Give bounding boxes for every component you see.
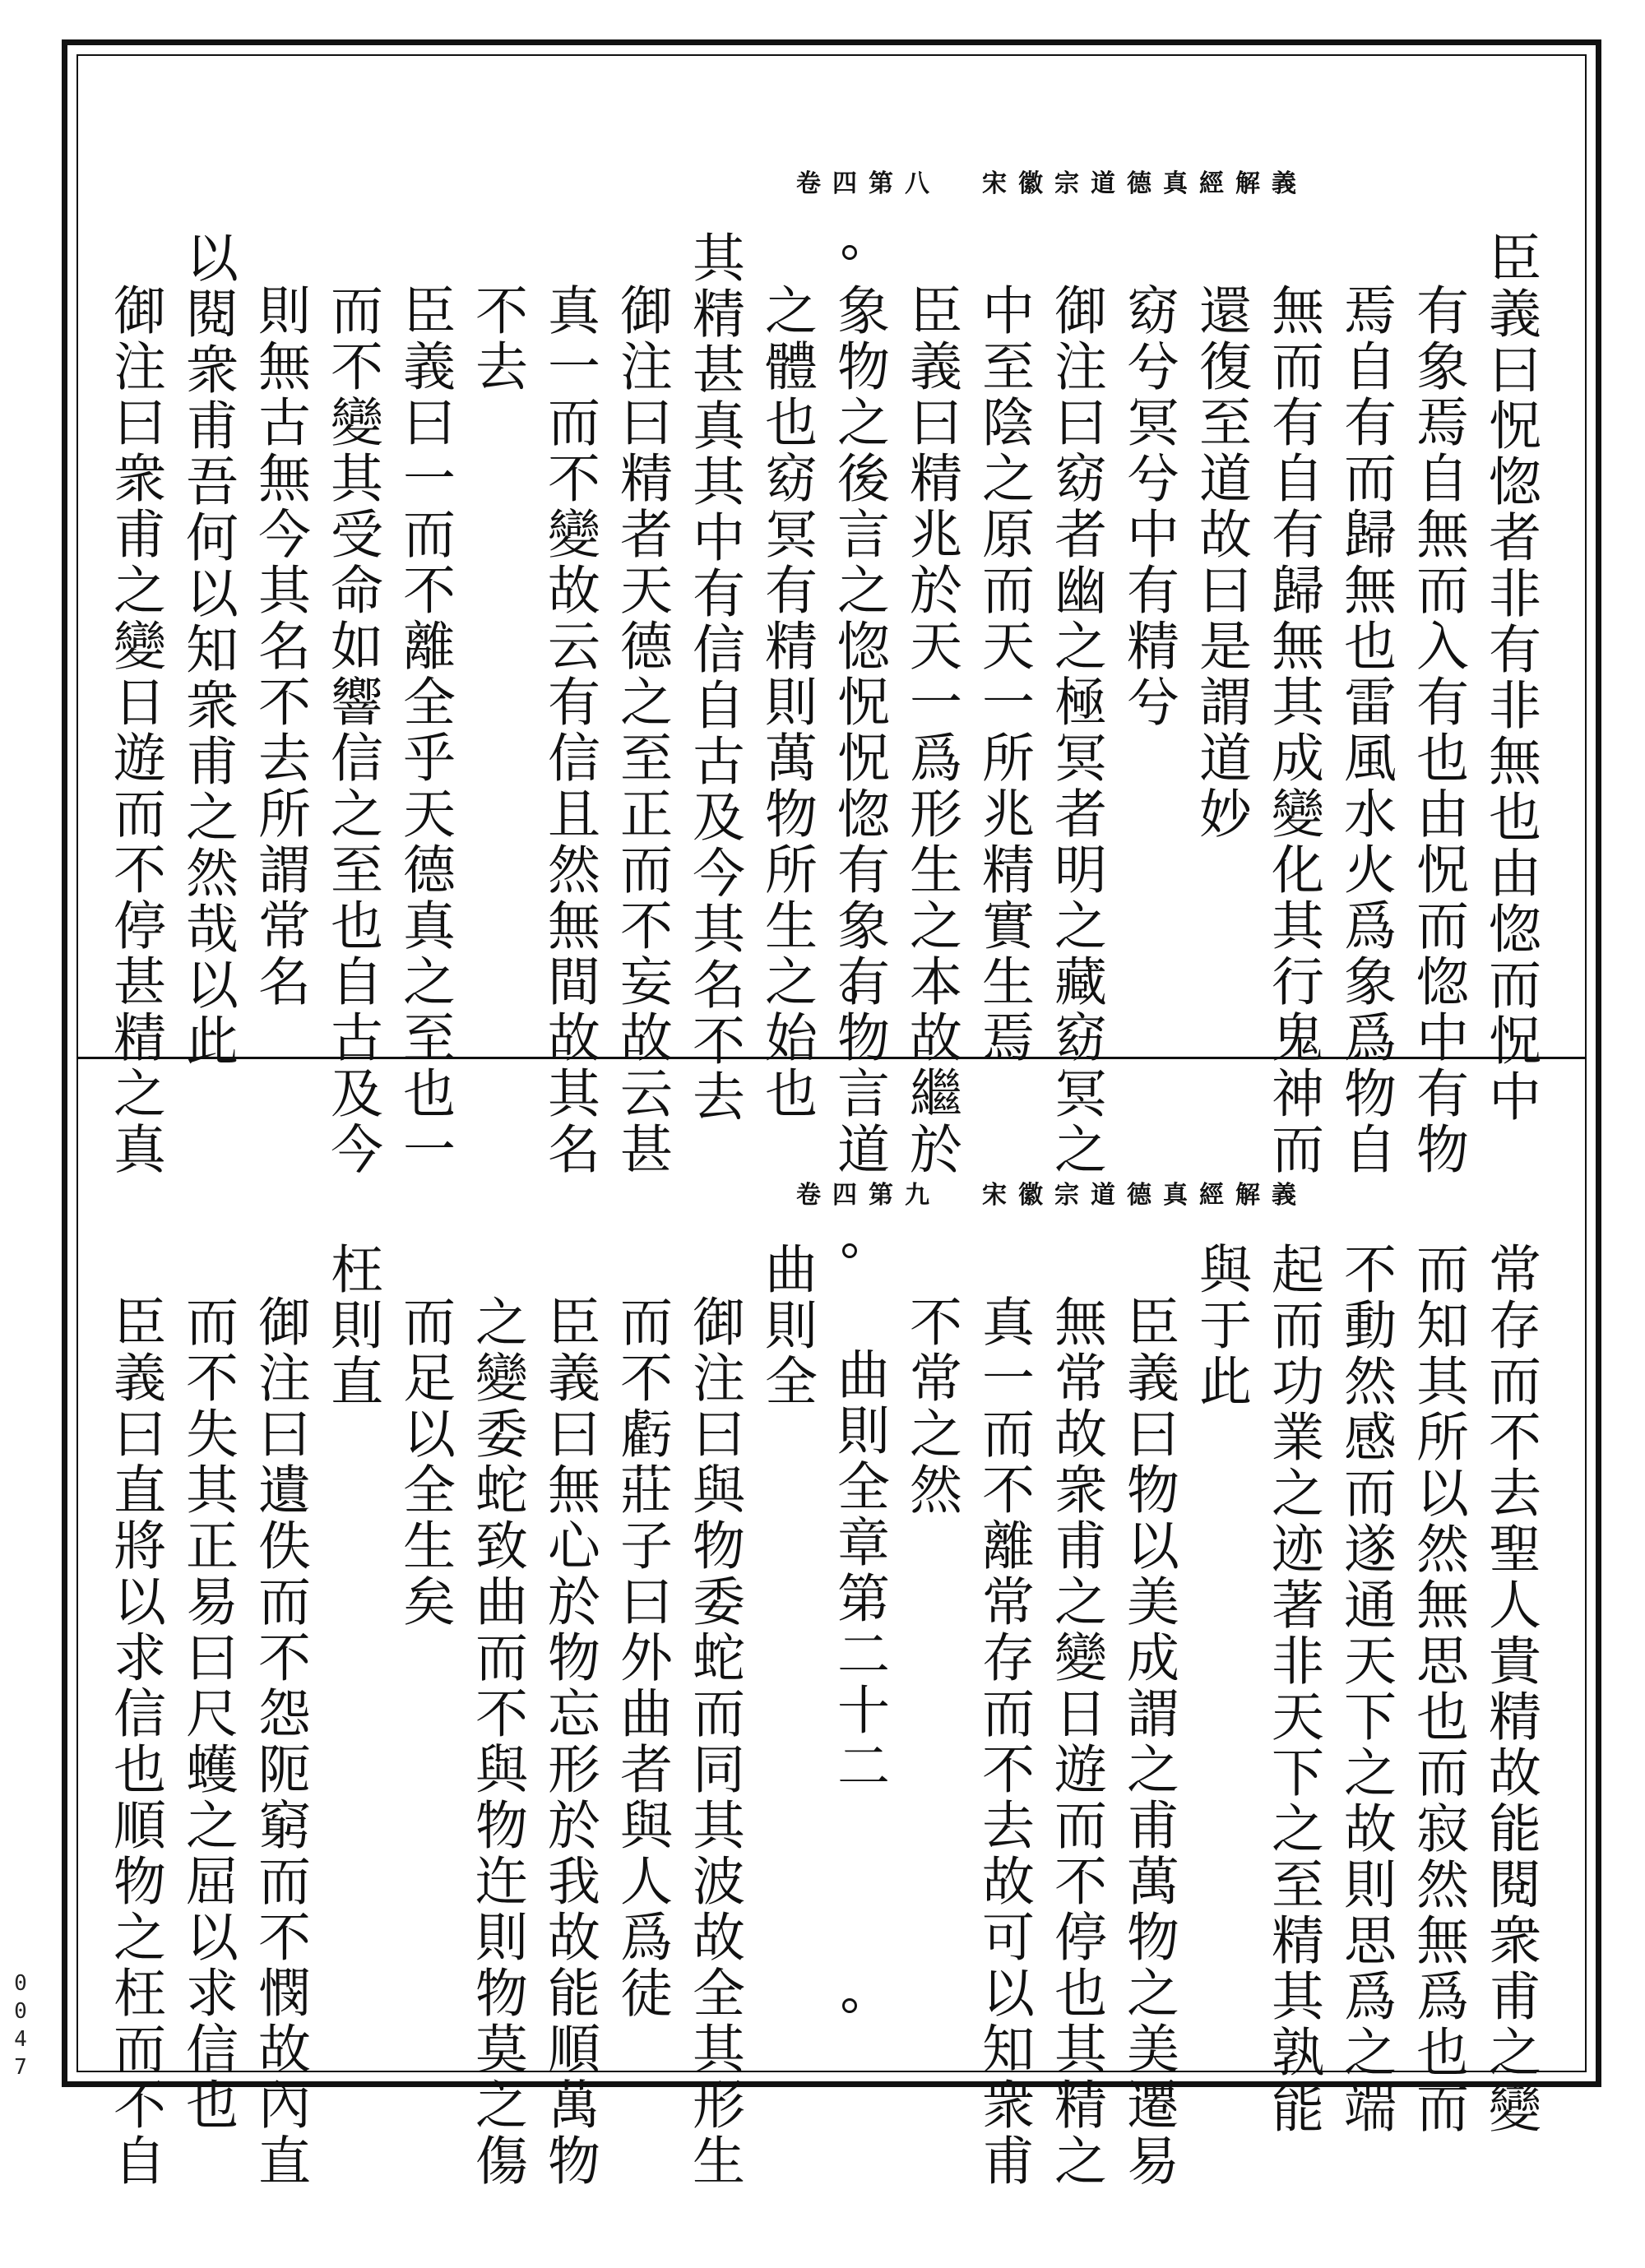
text-column: 枉則直 <box>322 1242 382 1409</box>
text-column: 窈兮冥兮中有精兮 <box>1118 283 1179 730</box>
top-header-title: 宋徽宗道德真經解義 <box>982 169 1308 198</box>
text-column: 不動然感而遂通天下之故則思爲之端 <box>1335 1242 1396 2136</box>
page-number-digit: 4 <box>14 2027 27 2052</box>
bottom-header-title: 宋徽宗道德真經解義 <box>982 1181 1308 1210</box>
text-column: 曲則全 <box>756 1242 817 1409</box>
text-column: 不去 <box>466 283 527 395</box>
text-column: 御注曰衆甫之變日遊而不停甚精之真 <box>104 283 165 1178</box>
text-column: 而不變其受命如響信之至也自古及今 <box>322 283 382 1178</box>
text-column: 臣義曰無心於物忘形於我故能順萬物 <box>539 1294 600 2189</box>
text-column: 真一而不變故云有信且然無間故其名 <box>539 283 600 1178</box>
text-column: 之體也窈冥有精則萬物所生之始也 <box>756 283 817 1122</box>
text-column: 臣義曰物以美成謂之甫萬物之美遷易 <box>1118 1294 1179 2189</box>
text-column: 御注曰與物委蛇而同其波故全其形生 <box>683 1294 744 2189</box>
page-number-digit: 0 <box>14 1971 27 1996</box>
text-column: 其精甚真其中有信自古及今其名不去 <box>683 230 744 1125</box>
text-column: 臣義曰精兆於天一爲形生之本故繼於 <box>901 283 962 1178</box>
text-column: 而知其所以然無思也而寂然無爲也而 <box>1407 1242 1468 2136</box>
text-column: 象物之後言之惚怳怳惚有象有物言道 <box>828 283 889 1178</box>
text-column: 則無古無今其名不去所謂常名 <box>249 283 310 1010</box>
top-header-volume: 卷四第八 <box>796 169 941 198</box>
text-column: 曲則全章第二十二 <box>828 1347 889 1794</box>
page-number <box>8 1969 33 2081</box>
text-column: 而足以全生矣 <box>394 1294 455 1630</box>
text-column: 無而有自有歸無其成變化其行鬼神而 <box>1263 283 1323 1178</box>
text-column: 以閱衆甫吾何以知衆甫之然哉以此 <box>177 230 238 1069</box>
text-column: 還復至道故曰是謂道妙 <box>1190 283 1251 842</box>
text-column: 而不失其正易曰尺蠖之屈以求信也 <box>177 1294 238 2133</box>
text-column: 御注曰遺佚而不怨阨窮而不憫故內直 <box>249 1294 310 2189</box>
text-column: 臣義曰直將以求信也順物之枉而不自 <box>104 1294 165 2189</box>
circle-mark <box>842 987 857 1002</box>
bottom-page <box>90 1176 1571 2189</box>
circle-mark <box>842 1998 857 2013</box>
text-column: 常存而不去聖人貴精故能閱衆甫之變 <box>1480 1242 1541 2136</box>
text-column: 而不虧莊子曰外曲者與人爲徒 <box>611 1294 672 2021</box>
circle-mark <box>842 1243 857 1258</box>
text-column: 無常故衆甫之變日遊而不停也其精之 <box>1045 1294 1106 2189</box>
text-column: 御注曰精者天德之至正而不妄故云甚 <box>611 283 672 1178</box>
top-page <box>90 164 1571 1178</box>
text-column: 有象焉自無而入有也由怳而惚中有物 <box>1407 283 1468 1178</box>
text-column: 起而功業之迹著非天下之至精其孰能 <box>1263 1242 1323 2136</box>
page-number-digit: 7 <box>14 2055 27 2080</box>
page-number-digit: 0 <box>14 1999 27 2024</box>
top-running-header <box>90 163 1571 199</box>
text-column: 之變委蛇致曲而不與物迕則物莫之傷 <box>466 1294 527 2189</box>
text-column: 與于此 <box>1190 1242 1251 1409</box>
bottom-running-header <box>90 1174 1571 1210</box>
text-column: 臣義曰怳惚者非有非無也由惚而怳中 <box>1480 230 1541 1125</box>
text-column: 中至陰之原而天一所兆精實生焉 <box>973 283 1034 1066</box>
text-column: 御注曰窈者幽之極冥者明之藏窈冥之 <box>1045 283 1106 1178</box>
bottom-text-columns <box>99 1242 1546 2189</box>
text-column: 不常之然 <box>901 1294 962 1518</box>
circle-mark <box>842 245 857 260</box>
top-text-columns <box>99 230 1546 1178</box>
text-column: 真一而不離常存而不去故可以知衆甫 <box>973 1294 1034 2189</box>
text-column: 臣義曰一而不離全乎天德真之至也一 <box>394 283 455 1178</box>
text-column: 焉自有而歸無也雷風水火爲象爲物自 <box>1335 283 1396 1178</box>
bottom-header-volume: 卷四第九 <box>796 1181 941 1210</box>
